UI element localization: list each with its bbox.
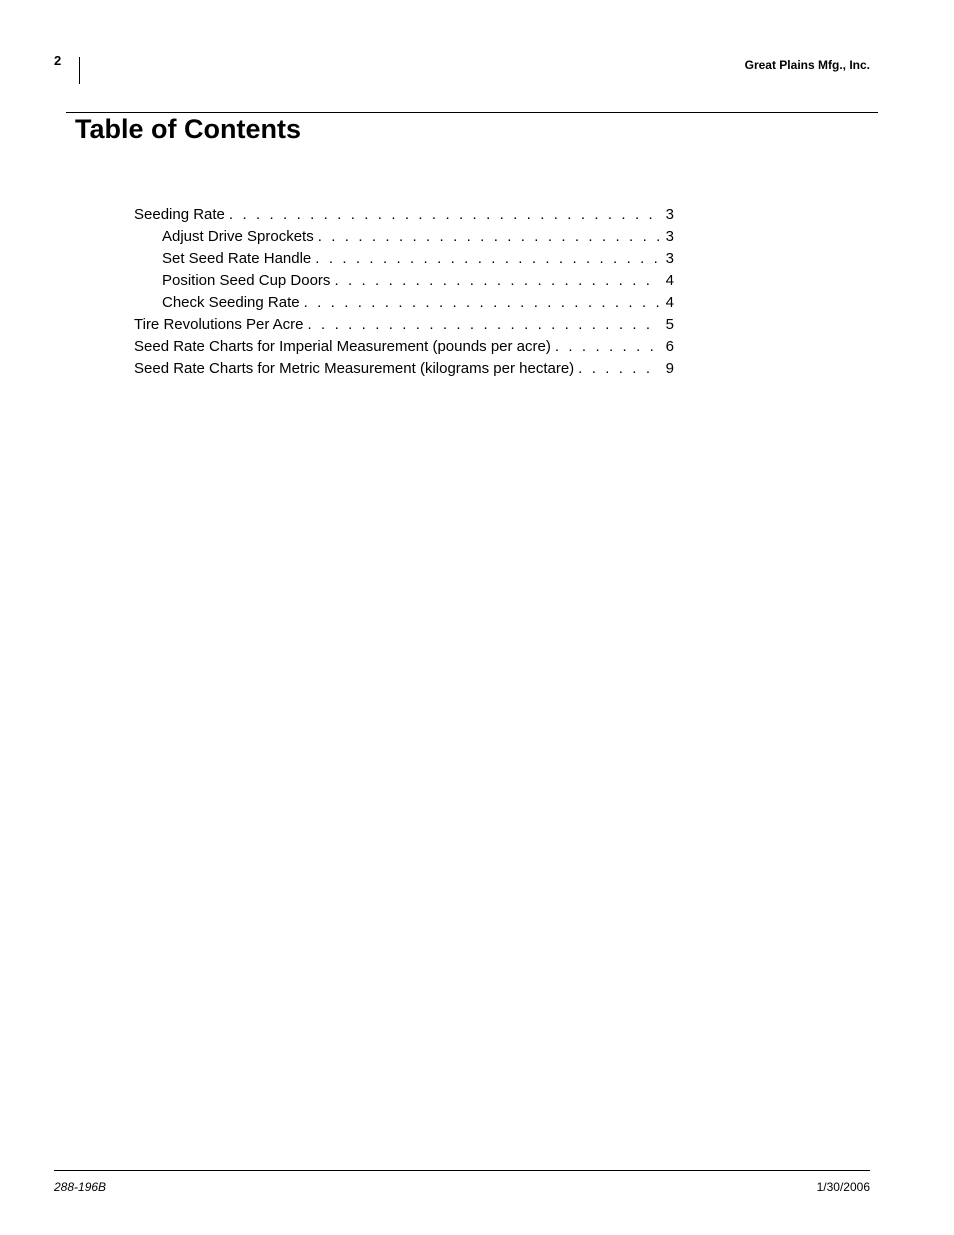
- header-rule: [66, 112, 878, 113]
- toc-entry-set-seed-rate-handle[interactable]: [134, 248, 674, 270]
- header-divider: [79, 57, 80, 84]
- toc-entry-page: 6: [665, 338, 674, 355]
- toc-entry-text: Check Seeding Rate: [162, 294, 300, 311]
- toc-leader: [308, 314, 660, 336]
- toc-entry-page: 4: [665, 272, 674, 289]
- toc-entry-text: Set Seed Rate Handle: [162, 250, 312, 267]
- toc-entry-page: 3: [665, 250, 674, 267]
- toc-entry-adjust-drive-sprockets[interactable]: [134, 226, 674, 248]
- toc-entry-imperial-charts[interactable]: [134, 336, 674, 358]
- toc-leader: [229, 204, 660, 226]
- page-title: Table of Contents: [75, 114, 301, 144]
- document-number: 288-196B: [54, 1180, 107, 1194]
- toc-entry-position-seed-cup-doors[interactable]: [134, 270, 674, 292]
- table-of-contents: [134, 204, 674, 380]
- toc-entry-seeding-rate[interactable]: [134, 204, 674, 226]
- toc-leader: [318, 226, 660, 248]
- toc-entry-text: Tire Revolutions Per Acre: [134, 316, 304, 333]
- toc-entry-text: Seeding Rate: [134, 206, 225, 223]
- toc-entry-text: Adjust Drive Sprockets: [162, 228, 314, 245]
- toc-leader: [578, 358, 659, 380]
- toc-entry-page: 3: [665, 206, 674, 223]
- toc-entry-page: 3: [665, 228, 674, 245]
- toc-leader: [304, 292, 660, 314]
- toc-entry-text: Position Seed Cup Doors: [162, 272, 331, 289]
- toc-leader: [315, 248, 659, 270]
- toc-entry-text: Seed Rate Charts for Imperial Measurement (pounds per acre): [134, 338, 551, 355]
- toc-entry-page: 5: [665, 316, 674, 333]
- toc-entry-page: 4: [665, 294, 674, 311]
- footer-rule: [54, 1170, 870, 1171]
- toc-entry-tire-revolutions[interactable]: [134, 314, 674, 336]
- page-number: 2: [54, 53, 62, 68]
- company-name: Great Plains Mfg., Inc.: [744, 58, 870, 72]
- toc-entry-page: 9: [665, 360, 674, 377]
- toc-entry-text: Seed Rate Charts for Metric Measurement (kilograms per hectare): [134, 360, 575, 377]
- toc-entry-metric-charts[interactable]: [134, 358, 674, 380]
- toc-leader: [334, 270, 659, 292]
- toc-entry-check-seeding-rate[interactable]: [134, 292, 674, 314]
- toc-leader: [555, 336, 660, 358]
- document-date: 1/30/2006: [816, 1180, 870, 1194]
